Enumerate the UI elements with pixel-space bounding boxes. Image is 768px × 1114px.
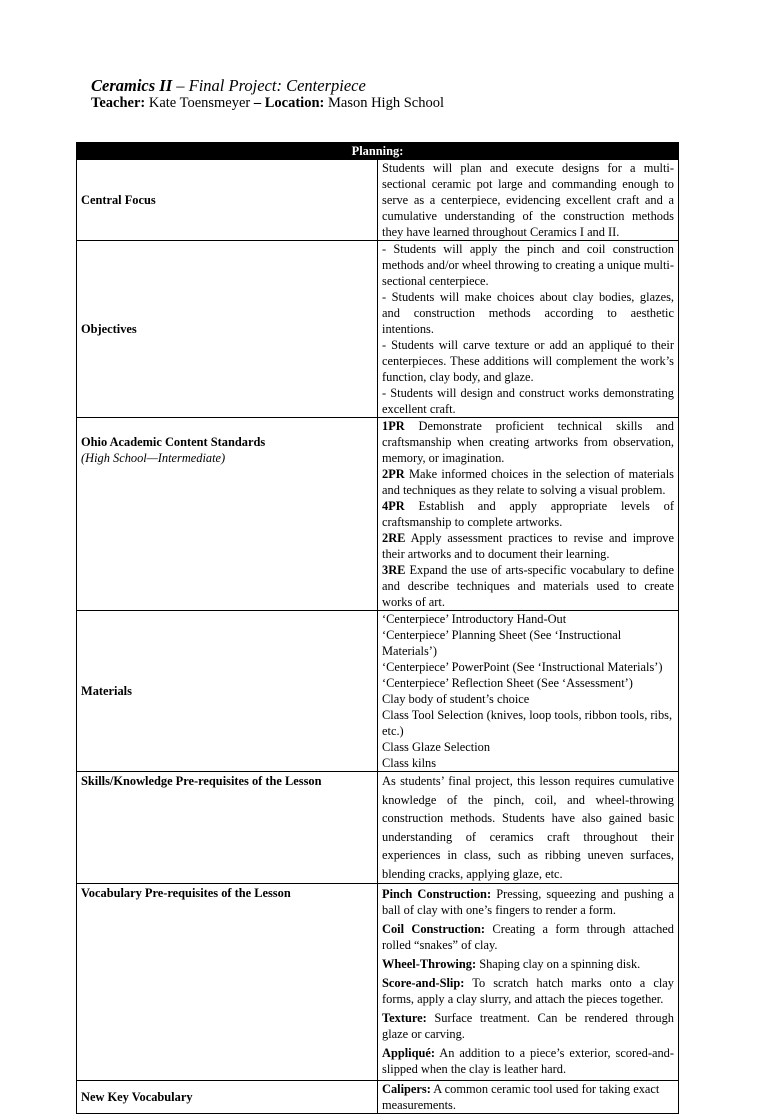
material-item: Clay body of student’s choice	[382, 692, 530, 706]
vocab-item	[382, 921, 674, 953]
standard-code: 2RE	[382, 531, 406, 545]
project-name: Final Project: Centerpiece	[188, 76, 366, 95]
vocab-term: Pinch Construction:	[382, 887, 492, 901]
material-item: ‘Centerpiece’ PowerPoint (See ‘Instructional Materials’)	[382, 660, 663, 674]
materials-label: Materials	[77, 611, 378, 772]
vocab-item	[382, 975, 674, 1007]
standard-code: 4PR	[382, 499, 405, 513]
material-item: ‘Centerpiece’ Reflection Sheet (See ‘Assessment’)	[382, 676, 633, 690]
vocab-item	[382, 1010, 674, 1042]
vocab-term: Texture:	[382, 1011, 427, 1025]
teacher-label: Teacher:	[91, 95, 146, 111]
title-dash: –	[172, 76, 189, 95]
vocab-term: Coil Construction:	[382, 922, 486, 936]
standards-label-cell	[77, 418, 378, 611]
document-title	[91, 76, 366, 96]
standard-item	[382, 498, 674, 530]
location-name: Mason High School	[324, 95, 444, 111]
vocab-def: To scratch hatch marks onto a clay forms, apply a clay slurry, and attach the pieces together.	[382, 976, 674, 1006]
material-item: Class Glaze Selection	[382, 740, 491, 754]
standard-code: 2PR	[382, 467, 405, 481]
material-item: ‘Centerpiece’ Introductory Hand-Out	[382, 612, 567, 626]
standards-row	[77, 418, 679, 611]
central-focus-row	[77, 160, 679, 241]
teacher-name: Kate Toensmeyer	[145, 95, 254, 111]
vocab-term: Score-and-Slip:	[382, 976, 465, 990]
standard-item	[382, 466, 674, 498]
vocabulary-row	[77, 884, 679, 1081]
standard-text: Expand the use of arts-specific vocabulary to define and describe techniques and materials used to create works of art.	[382, 563, 674, 609]
objectives-label: Objectives	[77, 241, 378, 418]
table-header-row	[77, 143, 679, 160]
location-label: Location:	[261, 95, 325, 111]
planning-table	[76, 142, 679, 1114]
vocab-item	[382, 956, 674, 972]
standard-text: Apply assessment practices to revise and improve their artworks and to document their learning.	[382, 531, 674, 561]
new-vocab-cell	[378, 1081, 679, 1114]
objectives-cell	[378, 241, 679, 418]
vocab-item	[382, 886, 674, 918]
document-subtitle	[91, 95, 444, 112]
course-name: Ceramics II	[91, 76, 173, 95]
standards-cell	[378, 418, 679, 611]
objective-item: - Students will make choices about clay bodies, glazes, and construction methods according to aesthetic intentions.	[382, 290, 674, 336]
standard-text: Demonstrate proficient technical skills and craftsmanship when creating artworks from observation, memory, or imagination.	[382, 419, 674, 465]
vocab-def: Shaping clay on a spinning disk.	[476, 957, 641, 971]
skills-text: As students’ final project, this lesson requires cumulative knowledge of the pinch, coil, and wheel-throwing construction methods. Students have also gained basic understanding of ceramics craft throughout their experiences in class, such as ribbing uneven surfaces, blending cracks, applying glaze, etc.	[378, 772, 679, 884]
objective-item: - Students will design and construct works demonstrating excellent craft.	[382, 386, 674, 416]
vocab-def: Pressing, squeezing and pushing a ball of clay with one’s fingers to render a form.	[382, 887, 674, 917]
standard-code: 3RE	[382, 563, 406, 577]
vocabulary-cell	[378, 884, 679, 1081]
skills-row	[77, 772, 679, 884]
materials-row	[77, 611, 679, 772]
vocab-def: Creating a form through attached rolled “snakes” of clay.	[382, 922, 675, 952]
objectives-row	[77, 241, 679, 418]
new-vocab-label: New Key Vocabulary	[77, 1081, 378, 1114]
vocab-def: An addition to a piece’s exterior, scored-and-slipped when the clay is leather hard.	[382, 1046, 674, 1076]
standard-text: Make informed choices in the selection of materials and techniques as they relate to solving a visual problem.	[382, 467, 674, 497]
standard-code: 1PR	[382, 419, 405, 433]
new-vocab-def: A common ceramic tool used for taking exact measurements.	[382, 1082, 660, 1112]
vocab-term: Appliqué:	[382, 1046, 436, 1060]
standards-sublabel: (High School—Intermediate)	[81, 451, 226, 465]
material-item: ‘Centerpiece’ Planning Sheet (See ‘Instructional Materials’)	[382, 628, 622, 658]
objective-item: - Students will carve texture or add an appliqué to their centerpieces. These additions will complement the work’s function, clay body, and glaze.	[382, 338, 674, 384]
objective-item: - Students will apply the pinch and coil construction methods and/or wheel throwing to creating a unique multi-sectional centerpiece.	[382, 242, 674, 288]
material-item: Class Tool Selection (knives, loop tools, ribbon tools, ribs, etc.)	[382, 708, 673, 738]
standard-item	[382, 530, 674, 562]
new-vocab-term: Calipers:	[382, 1082, 431, 1096]
standard-item	[382, 562, 674, 610]
standards-label: Ohio Academic Content Standards	[81, 435, 266, 449]
vocab-def: Surface treatment. Can be rendered through glaze or carving.	[382, 1011, 674, 1041]
central-focus-text: Students will plan and execute designs for a multi-sectional ceramic pot large and commanding enough to serve as a centerpiece, evidencing excellent craft and a cumulative understanding of the construction methods they have learned throughout Ceramics I and II.	[378, 160, 679, 241]
materials-cell	[378, 611, 679, 772]
planning-header: Planning:	[77, 143, 679, 160]
standard-item	[382, 418, 674, 466]
skills-label: Skills/Knowledge Pre-requisites of the Lesson	[77, 772, 378, 884]
standard-text: Establish and apply appropriate levels of craftsmanship to complete artworks.	[382, 499, 674, 529]
vocab-term: Wheel-Throwing:	[382, 957, 477, 971]
subtitle-dash: –	[253, 95, 262, 111]
vocab-item	[382, 1045, 674, 1077]
central-focus-label: Central Focus	[77, 160, 378, 241]
material-item: Class kilns	[382, 756, 437, 770]
new-vocab-row	[77, 1081, 679, 1114]
vocabulary-label: Vocabulary Pre-requisites of the Lesson	[77, 884, 378, 1081]
